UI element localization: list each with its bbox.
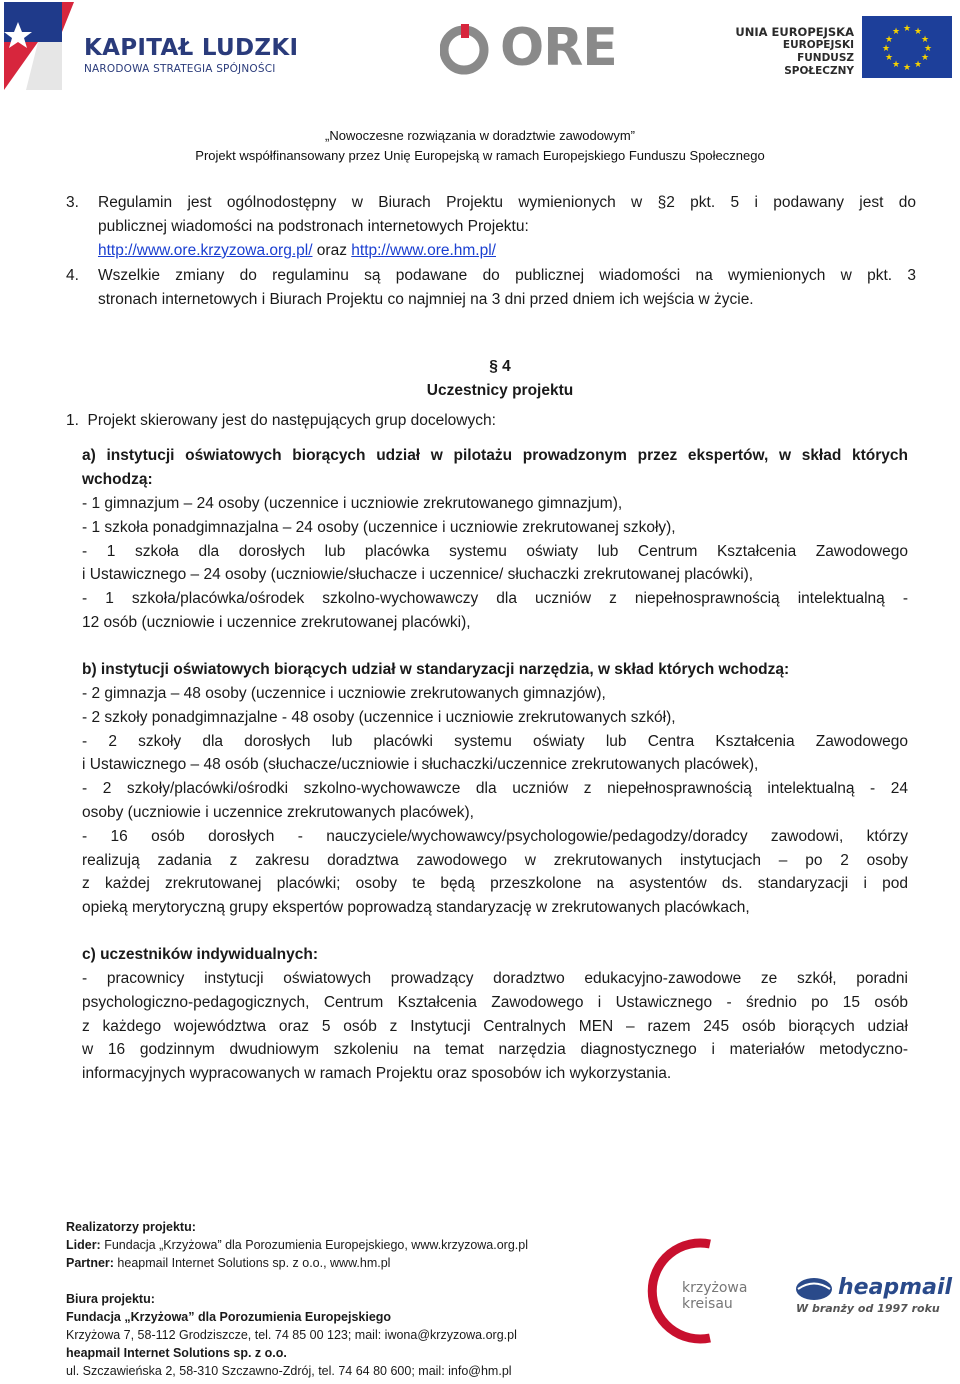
list-item-3: [66, 191, 916, 263]
list-number: 4.: [66, 267, 79, 284]
footer-fundacja: Fundacja „Krzyżowa” dla Porozumienia Europejskiego: [66, 1310, 392, 1324]
group-c-line4: w 16 godzinnym dwudniowym szkoleniu na temat narzędzia diagnostycznego i materiałów metodyczno-: [82, 1041, 908, 1059]
group-b-heading-line1: b) instytucji oświatowych biorących udział w standaryzacji narzędzia, w skład których wchodzą:: [82, 661, 790, 678]
section-title: Uczestnicy projektu: [426, 382, 574, 399]
footer-lider-label: Lider:: [66, 1238, 101, 1252]
footer-heapmail-address: ul. Szczawieńska 2, 58-310 Szczawno-Zdrój, tel. 74 64 80 600; mail: info@hm.pl: [66, 1364, 512, 1378]
krzyzowa-logo-text: [682, 1280, 747, 1312]
footer-partner-text: heapmail Internet Solutions sp. z o.o., www.hm.pl: [113, 1256, 391, 1270]
group-a-item-3-line2: i Ustawicznego – 24 osoby (uczniowie/słuchacze i uczennice/ słuchaczki zrekrutowanej placówki),: [82, 566, 754, 584]
ore-logo-text: ORE: [500, 18, 617, 78]
footer-info: [66, 1218, 528, 1380]
link-hm[interactable]: http://www.ore.hm.pl/: [351, 242, 496, 259]
item4-line2: stronach internetowych i Biurach Projektu co najmniej na 3 dni przed dniem ich wejścia w życie.: [98, 291, 754, 308]
heapmail-globe-icon: [792, 1276, 836, 1302]
svg-text:★: ★: [913, 60, 923, 70]
group-a-heading-line1: a) instytucji oświatowych biorących udział w pilotażu prowadzonym przez ekspertów, w skład których: [82, 447, 908, 464]
eu-flag-icon: [862, 16, 952, 78]
group-b-item-5-line3: z każdej zrekrutowanej placówki; osoby te będą przeszkolone na asystentów ds. standaryzacji i pod: [82, 875, 908, 893]
krzyzowa-logo-line2: kreisau: [682, 1296, 733, 1312]
svg-text:★: ★: [920, 35, 930, 45]
section-number: § 4: [489, 358, 511, 375]
group-b-item-5-line2: realizują zadania z zakresu doradztwa zawodowego w zrekrutowanych instytucjach – po 2 osoby: [82, 851, 908, 869]
group-b-item-5-line1: - 16 osób dorosłych - nauczyciele/wychowawcy/psychologowie/pedagodzy/doradcy zawodowi, którzy: [82, 827, 908, 845]
link-separator: oraz: [312, 242, 352, 259]
cofinance-note: Projekt współfinansowany przez Unię Europejską w ramach Europejskiego Funduszu Społecznego: [195, 148, 765, 163]
group-c-heading: [82, 943, 908, 967]
svg-text:★: ★: [923, 44, 933, 54]
group-c-line3: z każdego województwa oraz 5 osób z Instytucji Centralnych MEN – razem 245 osób biorących udział: [82, 1017, 908, 1035]
heapmail-slogan: W branży od 1997 roku: [796, 1302, 940, 1315]
kapital-ludzki-logo: [4, 2, 304, 90]
group-b-item-4-line2: osoby (uczniowie i uczennice zrekrutowanych placówek),: [82, 803, 474, 821]
group-a-item-1: - 1 gimnazjum – 24 osoby (uczennice i uczniowie zrekrutowanego gimnazjum),: [82, 495, 623, 512]
svg-text:★: ★: [913, 27, 923, 37]
group-b-item-3-line2: i Ustawicznego – 48 osób (słuchacze/uczniowie i słuchaczki/uczennice zrekrutowanych placówek),: [82, 756, 759, 774]
group-a-item-4-line2: 12 osób (uczniowie i uczennice zrekrutowanej placówki),: [82, 613, 471, 631]
svg-text:★: ★: [920, 53, 930, 63]
kapital-ludzki-emblem-icon: [4, 2, 84, 90]
svg-text:★: ★: [884, 35, 894, 45]
group-c-line1: - pracownicy instytucji oświatowych prowadzący doradztwo edukacyjno-zawodowe ze szkół, poradni: [82, 970, 908, 987]
list-item-4: [66, 264, 916, 312]
ue-line2: EUROPEJSKI: [782, 39, 854, 51]
group-a-item-3-line1: - 1 szkoła dla dorosłych lub placówka systemu oświaty lub Centrum Kształcenia Zawodowego: [82, 542, 908, 560]
group-a-item-4-line1: - 1 szkoła/placówka/ośrodek szkolno-wychowawczy dla uczniów z niepełnosprawnością intelektualną -: [82, 590, 908, 608]
list-number: 3.: [66, 194, 79, 211]
ue-text: [734, 26, 854, 78]
group-b-heading: [82, 658, 908, 682]
svg-text:★: ★: [884, 53, 894, 63]
footer-heapmail: heapmail Internet Solutions sp. z o.o.: [66, 1346, 287, 1360]
svg-text:★: ★: [881, 44, 891, 54]
svg-text:★: ★: [891, 60, 901, 70]
project-title: „Nowoczesne rozwiązania w doradztwie zawodowym”: [325, 128, 635, 143]
group-b-item-4-line1: - 2 szkoły/placówki/ośrodki szkolno-wychowawcze dla uczniów z niepełnosprawnością intelektualną - 24: [82, 780, 908, 798]
heapmail-logo-text: heapmail: [838, 1275, 953, 1300]
group-c-line2: psychologiczno-pedagogicznych, Centrum Kształcenia Zawodowego i Ustawicznego - średnio po 15 osób: [82, 993, 908, 1011]
item3-line2: publicznej wiadomości na podstronach internetowych Projektu:: [98, 218, 529, 235]
item3-line1: Regulamin jest ogólnodostępny w Biurach Projektu wymienionych w §2 pkt. 5 i podawany jest do: [98, 194, 916, 211]
item4-line1: Wszelkie zmiany do regulaminu są podawane do publicznej wiadomości na wymienionych w pkt. 3: [98, 267, 916, 284]
group-c-line5: informacyjnych wypracowanych w ramach Projektu oraz sposobów ich wykorzystania.: [82, 1065, 672, 1083]
kapital-ludzki-title: KAPITAŁ LUDZKI: [84, 35, 299, 61]
svg-text:★: ★: [902, 63, 912, 73]
svg-text:★: ★: [891, 27, 901, 37]
link-krzyzowa[interactable]: http://www.ore.krzyzowa.org.pl/: [98, 242, 313, 259]
footer-partner: [66, 1254, 528, 1272]
group-b-item-5-line4: opieką merytoryczną grupy ekspertów poprowadzą standaryzację w zrekrutowanych placówkach,: [82, 899, 750, 917]
group-b-item-1: - 2 gimnazja – 48 osoby (uczennice i uczniowie zrekrutowanych gimnazjów),: [82, 685, 606, 702]
group-b-item-3-line1: - 2 szkoły dla dorosłych lub placówki systemu oświaty lub Centra Kształcenia Zawodowego: [82, 732, 908, 750]
group-c-text: [82, 967, 908, 1086]
footer-lider-text: Fundacja „Krzyżowa” dla Porozumienia Europejskiego, www.krzyzowa.org.pl: [100, 1238, 528, 1252]
footer-partner-label: Partner:: [66, 1256, 114, 1270]
footer-lider: [66, 1236, 528, 1254]
group-a-heading-line2: wchodzą:: [82, 470, 153, 488]
footer-realizatorzy: Realizatorzy projektu:: [66, 1220, 196, 1234]
group-c-heading-line1: c) uczestników indywidualnych:: [82, 946, 318, 963]
footer-fundacja-address: Krzyżowa 7, 58-112 Grodziszcze, tel. 74 85 00 123; mail: iwona@krzyzowa.org.pl: [66, 1328, 517, 1342]
section-intro: 1. Projekt skierowany jest do następujących grup docelowych:: [66, 412, 496, 429]
ue-line3: FUNDUSZ SPOŁECZNY: [784, 52, 854, 77]
group-a-list: [82, 492, 908, 635]
krzyzowa-logo-line1: krzyżowa: [682, 1280, 748, 1296]
footer-biura: Biura projektu:: [66, 1292, 155, 1306]
svg-text:★: ★: [902, 24, 912, 34]
group-b-list: [82, 682, 908, 920]
group-a-heading: [82, 444, 908, 492]
group-b-item-2: - 2 szkoły ponadgimnazjalne - 48 osoby (uczennice i uczniowie zrekrutowanych szkół),: [82, 708, 676, 726]
group-a-item-2: - 1 szkoła ponadgimnazjalna – 24 osoby (uczennice i uczniowie zrekrutowanej szkoły),: [82, 518, 676, 536]
kapital-ludzki-subtitle: NARODOWA STRATEGIA SPÓJNOŚCI: [84, 63, 276, 75]
ue-line1: UNIA EUROPEJSKA: [735, 25, 854, 39]
